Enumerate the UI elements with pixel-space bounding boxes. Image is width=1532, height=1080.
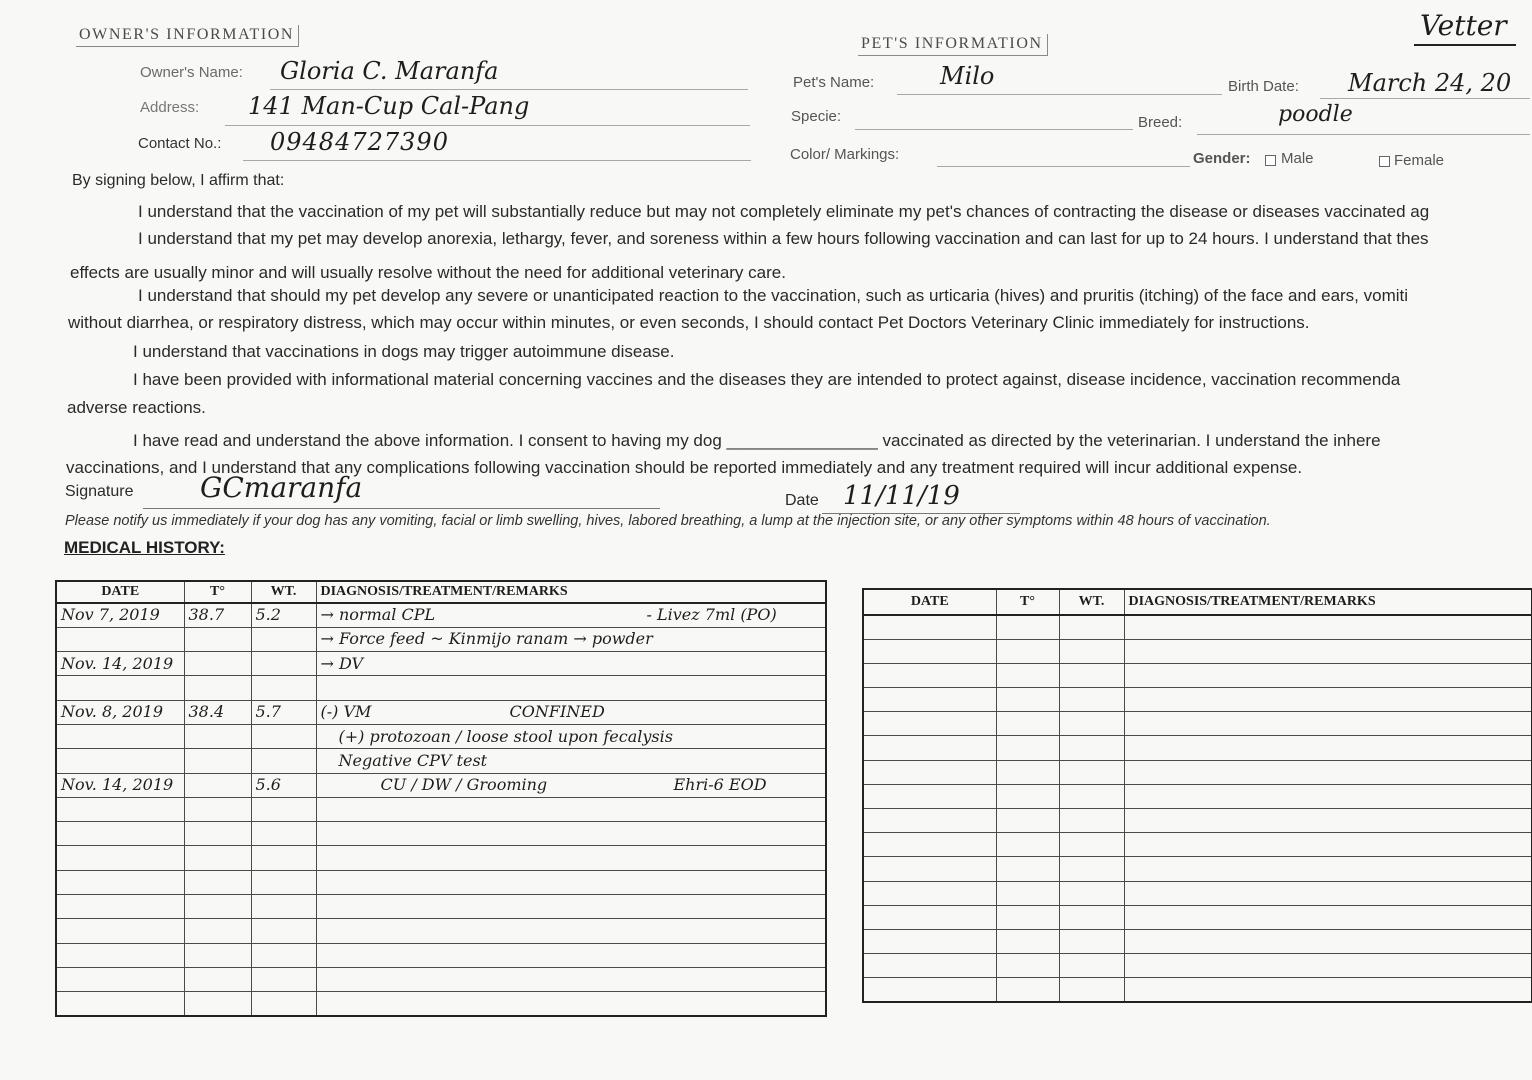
breed-value: poodle bbox=[1278, 102, 1353, 127]
table-row bbox=[863, 881, 1532, 905]
pet-name-label: Pet's Name: bbox=[793, 74, 875, 91]
temp-cell bbox=[996, 833, 1059, 857]
wt-cell bbox=[1059, 929, 1124, 953]
remarks-header: DIAGNOSIS/TREATMENT/REMARKS bbox=[316, 581, 826, 603]
date-cell bbox=[56, 992, 184, 1016]
date-cell bbox=[56, 919, 184, 943]
remarks-cell bbox=[316, 700, 826, 724]
table-row bbox=[56, 797, 826, 821]
breed-line bbox=[1197, 134, 1530, 135]
date-cell bbox=[56, 895, 184, 919]
top-note-underline bbox=[1414, 44, 1516, 46]
weight-header: WT. bbox=[1059, 589, 1124, 615]
temp-cell bbox=[996, 929, 1059, 953]
wt-cell bbox=[1059, 615, 1124, 639]
table-row bbox=[863, 736, 1532, 760]
temp-cell bbox=[184, 773, 251, 797]
temp-cell bbox=[996, 784, 1059, 808]
date-cell bbox=[863, 929, 996, 953]
contact-value: 09484727390 bbox=[270, 128, 449, 156]
table-row bbox=[863, 760, 1532, 784]
date-cell bbox=[863, 688, 996, 712]
medical-history-table-left bbox=[55, 580, 827, 1017]
date-cell bbox=[863, 905, 996, 929]
table-row bbox=[56, 749, 826, 773]
wt-cell bbox=[1059, 954, 1124, 978]
temp-cell bbox=[184, 627, 251, 651]
wt-cell bbox=[251, 724, 316, 748]
consent-line: I understand that the vaccination of my pet will substantially reduce but may not completely eliminate my pet's chances of contracting the disease or diseases vaccinated ag bbox=[138, 202, 1430, 221]
temp-cell bbox=[996, 712, 1059, 736]
wt-cell bbox=[1059, 760, 1124, 784]
remarks-cell bbox=[1124, 881, 1532, 905]
wt-cell bbox=[251, 676, 316, 700]
remarks-cell bbox=[316, 967, 826, 991]
wt-cell bbox=[251, 627, 316, 651]
wt-cell bbox=[1059, 663, 1124, 687]
remarks-extra-value: - Livez 7ml (PO) bbox=[646, 605, 777, 624]
remarks-cell bbox=[316, 895, 826, 919]
remarks-cell bbox=[316, 627, 826, 651]
date-cell bbox=[56, 652, 184, 676]
date-header: DATE bbox=[56, 581, 184, 603]
remarks-cell bbox=[316, 943, 826, 967]
temp-cell bbox=[184, 846, 251, 870]
temp-cell bbox=[996, 954, 1059, 978]
breed-label: Breed: bbox=[1138, 114, 1183, 131]
birth-date-line bbox=[1320, 98, 1530, 99]
wt-value: 5.2 bbox=[255, 605, 281, 625]
remarks-cell bbox=[316, 724, 826, 748]
remarks-extra-value: Ehri-6 EOD bbox=[673, 774, 767, 794]
wt-cell bbox=[1059, 833, 1124, 857]
consent-line: I understand that vaccinations in dogs may trigger autoimmune disease. bbox=[133, 342, 675, 361]
temp-cell bbox=[184, 919, 251, 943]
date-cell bbox=[56, 822, 184, 846]
date-cell bbox=[56, 943, 184, 967]
table-row bbox=[56, 943, 826, 967]
date-cell bbox=[56, 846, 184, 870]
remarks-cell bbox=[316, 652, 826, 676]
remarks-cell bbox=[1124, 712, 1532, 736]
temp-cell bbox=[184, 895, 251, 919]
date-cell bbox=[863, 760, 996, 784]
color-markings-line bbox=[937, 166, 1190, 167]
temp-cell bbox=[996, 857, 1059, 881]
table-row bbox=[863, 929, 1532, 953]
date-cell bbox=[863, 784, 996, 808]
wt-cell bbox=[251, 749, 316, 773]
date-header: DATE bbox=[863, 589, 996, 615]
remarks-cell bbox=[1124, 663, 1532, 687]
date-cell bbox=[56, 797, 184, 821]
date-cell bbox=[863, 736, 996, 760]
temp-cell bbox=[184, 822, 251, 846]
table-row bbox=[863, 688, 1532, 712]
table-row bbox=[56, 627, 826, 651]
wt-cell bbox=[251, 870, 316, 894]
remarks-cell bbox=[1124, 736, 1532, 760]
table-row bbox=[863, 833, 1532, 857]
weight-header: WT. bbox=[251, 581, 316, 603]
wt-cell bbox=[251, 773, 316, 797]
temp-cell bbox=[996, 688, 1059, 712]
table-row bbox=[863, 615, 1532, 639]
date-cell bbox=[863, 954, 996, 978]
remarks-cell bbox=[316, 822, 826, 846]
temp-cell bbox=[996, 760, 1059, 784]
pet-name-line bbox=[897, 94, 1222, 95]
table-row bbox=[56, 603, 826, 627]
address-value: 141 Man-Cup Cal-Pang bbox=[248, 92, 530, 120]
consent-line: effects are usually minor and will usually resolve without the need for additional veterinary care. bbox=[70, 263, 786, 282]
date-cell bbox=[863, 881, 996, 905]
date-cell bbox=[863, 833, 996, 857]
temp-cell bbox=[996, 615, 1059, 639]
remarks-value: (-) VM bbox=[320, 702, 372, 722]
remarks-cell bbox=[316, 919, 826, 943]
remarks-cell bbox=[1124, 929, 1532, 953]
remarks-value: CU / DW / Grooming bbox=[380, 775, 548, 795]
female-label: Female bbox=[1394, 152, 1445, 169]
contact-label: Contact No.: bbox=[138, 135, 222, 152]
remarks-value: (+) protozoan / loose stool upon fecalysis bbox=[338, 726, 673, 746]
wt-cell bbox=[251, 652, 316, 676]
date-cell bbox=[863, 978, 996, 1002]
remarks-extra-value: CONFINED bbox=[509, 701, 605, 721]
temp-cell bbox=[184, 797, 251, 821]
table-row bbox=[863, 809, 1532, 833]
remarks-cell bbox=[1124, 833, 1532, 857]
consent-line: I have read and understand the above information. I consent to having my dog ________________ vaccinated as directed by the veterinarian. I understand the inhere bbox=[133, 431, 1381, 450]
date-cell bbox=[56, 870, 184, 894]
remarks-cell bbox=[316, 749, 826, 773]
wt-cell bbox=[251, 967, 316, 991]
date-cell bbox=[56, 967, 184, 991]
wt-cell bbox=[1059, 639, 1124, 663]
medical-history-title: MEDICAL HISTORY: bbox=[64, 538, 225, 557]
remarks-cell bbox=[1124, 615, 1532, 639]
table-row bbox=[56, 652, 826, 676]
signature-line bbox=[143, 508, 660, 509]
address-line bbox=[225, 125, 750, 126]
wt-value: 5.7 bbox=[255, 702, 281, 722]
gender-label: Gender: bbox=[1193, 150, 1251, 167]
signature-value: GCmaranfa bbox=[200, 471, 363, 504]
table-header-row bbox=[863, 589, 1532, 615]
date-cell bbox=[56, 749, 184, 773]
pet-section-heading: PET'S INFORMATION bbox=[858, 34, 1048, 56]
temp-cell bbox=[996, 639, 1059, 663]
remarks-cell bbox=[316, 992, 826, 1016]
table-row bbox=[56, 846, 826, 870]
wt-cell bbox=[1059, 688, 1124, 712]
wt-cell bbox=[1059, 905, 1124, 929]
wt-cell bbox=[251, 992, 316, 1016]
remarks-cell bbox=[1124, 639, 1532, 663]
consent-line: vaccinations, and I understand that any complications following vaccination should be reported immediately and any treatment required will incur additional expense. bbox=[66, 458, 1303, 477]
remarks-cell bbox=[1124, 857, 1532, 881]
wt-cell bbox=[1059, 784, 1124, 808]
temp-cell bbox=[996, 736, 1059, 760]
remarks-cell bbox=[316, 846, 826, 870]
table-row bbox=[56, 967, 826, 991]
table-row bbox=[56, 822, 826, 846]
temp-cell bbox=[184, 676, 251, 700]
date-cell bbox=[863, 663, 996, 687]
remarks-cell bbox=[1124, 809, 1532, 833]
remarks-cell bbox=[1124, 784, 1532, 808]
consent-line: I have been provided with informational material concerning vaccines and the diseases they are intended to protect against, disease incidence, vaccination recommenda bbox=[133, 370, 1401, 389]
male-checkbox bbox=[1265, 155, 1276, 166]
temp-value: 38.4 bbox=[188, 702, 225, 722]
wt-cell bbox=[1059, 881, 1124, 905]
notice-text: Please notify us immediately if your dog has any vomiting, facial or limb swelling, hives, labored breathing, a lump at the injection site, or any other symptoms within 48 hours of vaccination. bbox=[65, 513, 1271, 529]
remarks-cell bbox=[1124, 688, 1532, 712]
consent-line: I understand that should my pet develop any severe or unanticipated reaction to the vaccination, such as urticaria (hives) and pruritis (itching) of the face and ears, vomiti bbox=[138, 286, 1409, 305]
wt-cell bbox=[251, 797, 316, 821]
owner-name-label: Owner's Name: bbox=[140, 64, 243, 81]
table-row bbox=[56, 919, 826, 943]
remarks-cell bbox=[1124, 905, 1532, 929]
table-row bbox=[863, 905, 1532, 929]
temperature-header: T° bbox=[184, 581, 251, 603]
birth-date-label: Birth Date: bbox=[1228, 78, 1299, 95]
consent-intro: By signing below, I affirm that: bbox=[72, 172, 285, 189]
date-value: Nov. 8, 2019 bbox=[61, 702, 164, 722]
date-cell bbox=[56, 700, 184, 724]
date-value: Nov 7, 2019 bbox=[61, 605, 160, 625]
date-value: Nov. 14, 2019 bbox=[61, 653, 174, 673]
temp-cell bbox=[996, 905, 1059, 929]
temp-cell bbox=[184, 652, 251, 676]
table-row bbox=[863, 978, 1532, 1002]
signature-label: Signature bbox=[65, 483, 134, 500]
table-row bbox=[863, 639, 1532, 663]
temp-cell bbox=[996, 978, 1059, 1002]
wt-cell bbox=[1059, 712, 1124, 736]
temp-cell bbox=[996, 809, 1059, 833]
consent-line: without diarrhea, or respiratory distress, which may occur within minutes, or even seconds, I should contact Pet Doctors Veterinary Clinic immediately for instructions. bbox=[68, 313, 1310, 332]
owner-name-value: Gloria C. Maranfa bbox=[280, 57, 499, 85]
table-row bbox=[56, 724, 826, 748]
wt-cell bbox=[251, 919, 316, 943]
wt-cell bbox=[1059, 857, 1124, 881]
birth-date-value: March 24, 20 bbox=[1348, 69, 1512, 97]
table-header-row bbox=[56, 581, 826, 603]
date-cell bbox=[863, 615, 996, 639]
temp-cell bbox=[184, 603, 251, 627]
wt-cell bbox=[251, 603, 316, 627]
owner-section-heading: OWNER'S INFORMATION bbox=[76, 25, 299, 47]
remarks-cell bbox=[316, 603, 826, 627]
top-handwritten-note: Vetter bbox=[1420, 9, 1507, 42]
address-label: Address: bbox=[140, 99, 200, 116]
date-cell bbox=[863, 809, 996, 833]
wt-cell bbox=[251, 700, 316, 724]
wt-cell bbox=[251, 895, 316, 919]
remarks-value: → DV bbox=[320, 653, 364, 673]
wt-cell bbox=[1059, 978, 1124, 1002]
remarks-cell bbox=[316, 797, 826, 821]
temp-cell bbox=[184, 943, 251, 967]
temp-cell bbox=[996, 881, 1059, 905]
female-checkbox bbox=[1379, 156, 1390, 167]
date-cell bbox=[56, 773, 184, 797]
remarks-value: Negative CPV test bbox=[338, 750, 488, 770]
remarks-cell bbox=[1124, 978, 1532, 1002]
table-row bbox=[56, 895, 826, 919]
date-cell bbox=[863, 857, 996, 881]
date-cell bbox=[56, 724, 184, 748]
date-cell bbox=[56, 627, 184, 651]
table-row bbox=[863, 857, 1532, 881]
date-value: 11/11/19 bbox=[843, 481, 960, 511]
date-cell bbox=[863, 712, 996, 736]
specie-label: Specie: bbox=[791, 108, 842, 125]
color-markings-label: Color/ Markings: bbox=[790, 146, 900, 163]
temp-cell bbox=[184, 749, 251, 773]
date-cell bbox=[863, 639, 996, 663]
temp-cell bbox=[184, 870, 251, 894]
wt-cell bbox=[251, 943, 316, 967]
table-row bbox=[56, 870, 826, 894]
table-row bbox=[56, 700, 826, 724]
date-cell bbox=[56, 676, 184, 700]
wt-cell bbox=[1059, 809, 1124, 833]
date-label: Date bbox=[785, 492, 819, 509]
table-row bbox=[863, 784, 1532, 808]
contact-line bbox=[243, 160, 751, 161]
table-row bbox=[56, 992, 826, 1016]
remarks-cell bbox=[316, 870, 826, 894]
table-row bbox=[863, 663, 1532, 687]
temp-value: 38.7 bbox=[188, 605, 225, 625]
date-value: Nov. 14, 2019 bbox=[61, 775, 174, 795]
remarks-header: DIAGNOSIS/TREATMENT/REMARKS bbox=[1124, 589, 1532, 615]
remarks-value: → normal CPL bbox=[320, 605, 436, 625]
medical-history-table-right bbox=[862, 588, 1532, 1003]
specie-line bbox=[855, 129, 1133, 130]
consent-line: I understand that my pet may develop anorexia, lethargy, fever, and soreness within a few hours following vaccination and can last for up to 24 hours. I understand that thes bbox=[138, 229, 1429, 248]
wt-cell bbox=[251, 846, 316, 870]
wt-value: 5.6 bbox=[255, 775, 281, 795]
table-row bbox=[56, 676, 826, 700]
table-row bbox=[863, 954, 1532, 978]
remarks-cell bbox=[316, 676, 826, 700]
remarks-cell bbox=[1124, 954, 1532, 978]
remarks-value: → Force feed ~ Kinmijo ranam → powder bbox=[320, 629, 653, 649]
owner-name-line bbox=[270, 89, 748, 90]
temp-cell bbox=[184, 700, 251, 724]
temp-cell bbox=[184, 724, 251, 748]
pet-name-value: Milo bbox=[940, 62, 995, 90]
male-label: Male bbox=[1281, 150, 1314, 167]
wt-cell bbox=[251, 822, 316, 846]
wt-cell bbox=[1059, 736, 1124, 760]
consent-line: adverse reactions. bbox=[67, 398, 206, 417]
remarks-cell bbox=[316, 773, 826, 797]
temp-cell bbox=[184, 992, 251, 1016]
table-row bbox=[863, 712, 1532, 736]
temperature-header: T° bbox=[996, 589, 1059, 615]
temp-cell bbox=[996, 663, 1059, 687]
temp-cell bbox=[184, 967, 251, 991]
date-cell bbox=[56, 603, 184, 627]
remarks-cell bbox=[1124, 760, 1532, 784]
table-row bbox=[56, 773, 826, 797]
